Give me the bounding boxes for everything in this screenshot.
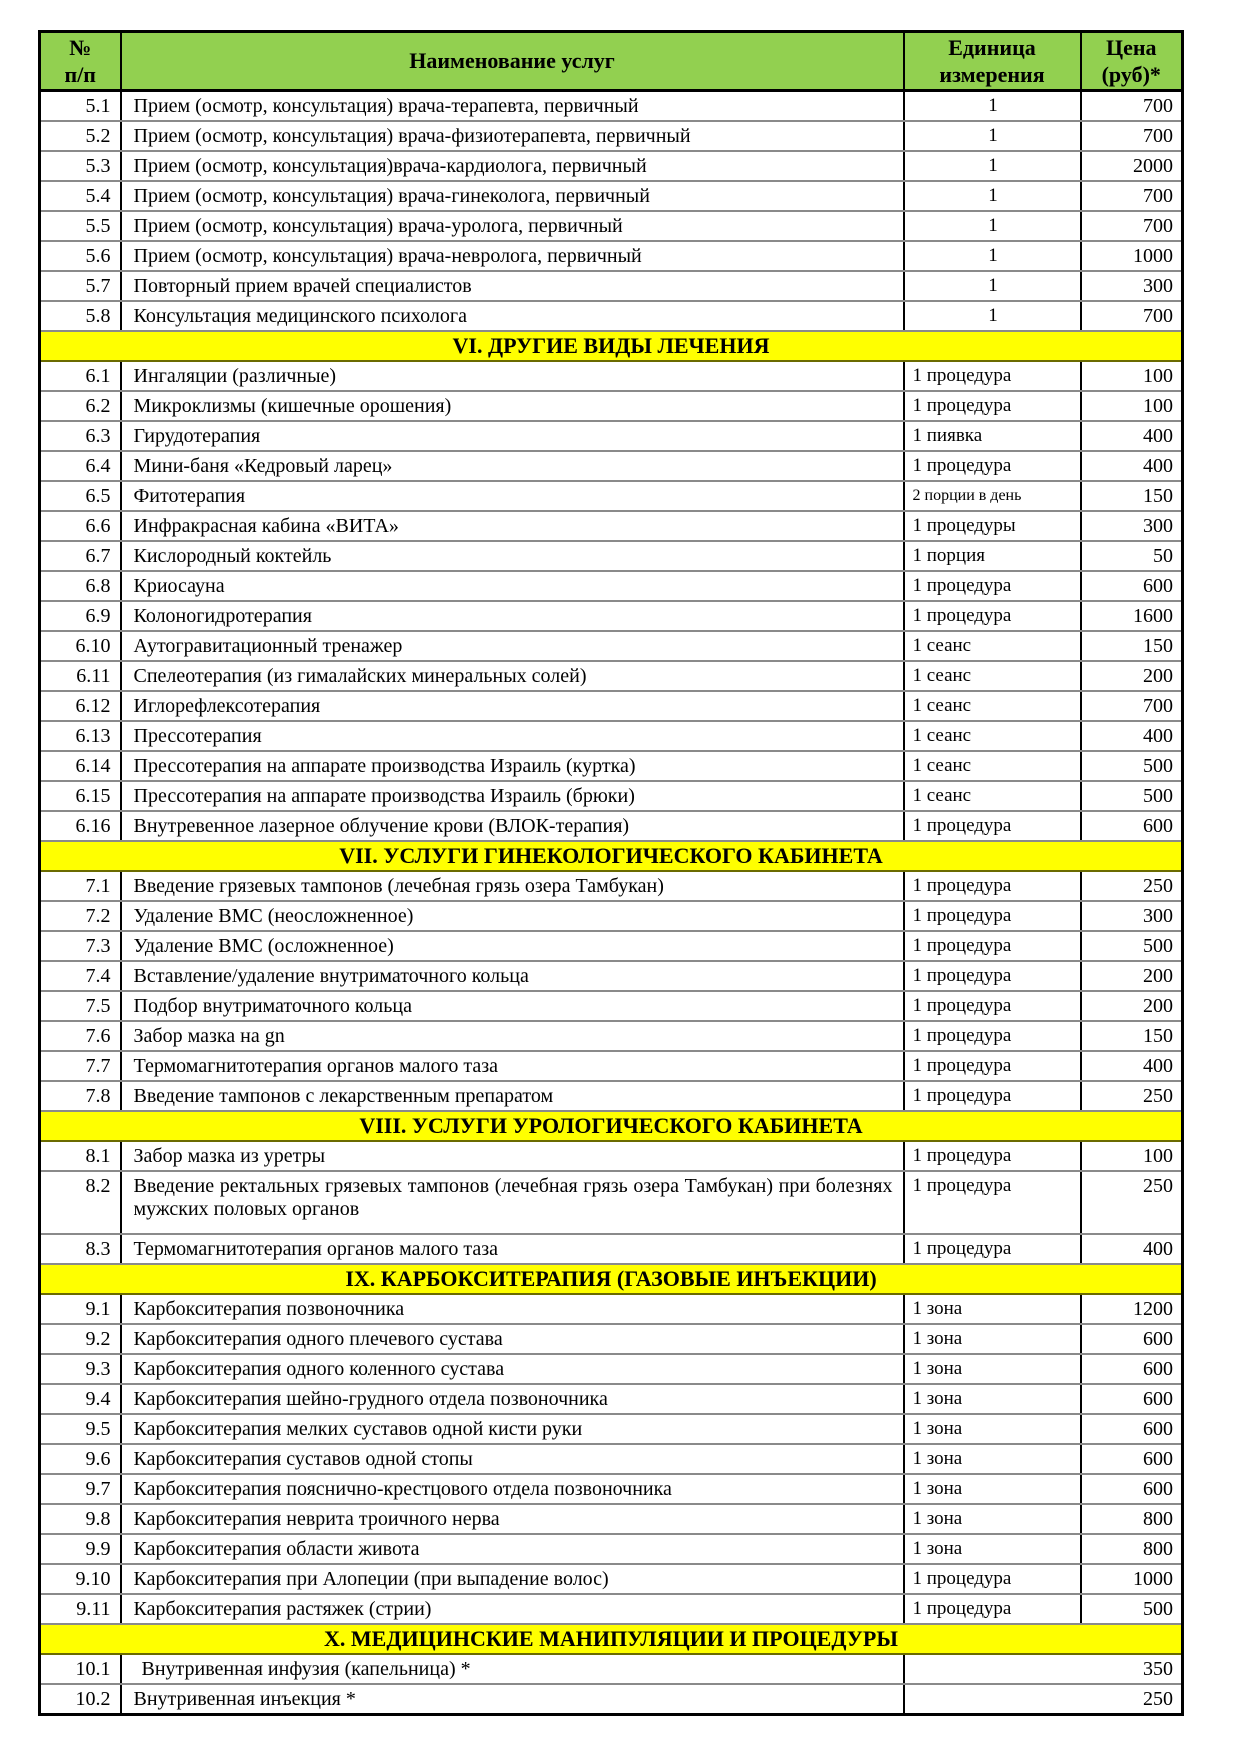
row-number-cell: 6.4: [40, 451, 121, 481]
row-number-cell: 8.1: [40, 1141, 121, 1171]
unit-cell: 1 сеанс: [904, 631, 1081, 661]
service-name-cell: Забор мазка из уретры: [121, 1141, 904, 1171]
service-row: [40, 1534, 1183, 1564]
service-row: [40, 1384, 1183, 1414]
unit-cell: 1: [904, 121, 1081, 151]
section-title: X. МЕДИЦИНСКИЕ МАНИПУЛЯЦИИ И ПРОЦЕДУРЫ: [40, 1624, 1183, 1654]
unit-cell: 1 процедура: [904, 1594, 1081, 1624]
row-number-cell: 9.3: [40, 1354, 121, 1384]
row-number-cell: 6.14: [40, 751, 121, 781]
service-name-cell: Инфракрасная кабина «ВИТА»: [121, 511, 904, 541]
service-name-cell: Карбокситерапия растяжек (стрии): [121, 1594, 904, 1624]
price-cell: 300: [1081, 271, 1183, 301]
price-cell: 800: [1081, 1504, 1183, 1534]
row-number-cell: 7.6: [40, 1021, 121, 1051]
unit-cell: 1 зона: [904, 1324, 1081, 1354]
service-name-cell: Прием (осмотр, консультация) врача-физиотерапевта, первичный: [121, 121, 904, 151]
unit-cell: 1 процедура: [904, 391, 1081, 421]
service-name-cell: Удаление ВМС (осложненное): [121, 931, 904, 961]
unit-cell: 1: [904, 271, 1081, 301]
service-row: [40, 931, 1183, 961]
row-number-cell: 5.2: [40, 121, 121, 151]
service-name-cell: Кислородный коктейль: [121, 541, 904, 571]
unit-cell: 1 зона: [904, 1534, 1081, 1564]
header-row: [40, 32, 1183, 91]
service-row: [40, 1354, 1183, 1384]
service-name-cell: Внутревенное лазерное облучение крови (ВЛОК-терапия): [121, 811, 904, 841]
unit-cell: 1 процедура: [904, 451, 1081, 481]
row-number-cell: 7.3: [40, 931, 121, 961]
row-number-cell: 10.1: [40, 1654, 121, 1684]
column-header-price: [1081, 32, 1183, 91]
service-row: [40, 1474, 1183, 1504]
row-number-cell: 9.7: [40, 1474, 121, 1504]
section-header-row: [40, 841, 1183, 871]
service-name-cell: Мини-баня «Кедровый ларец»: [121, 451, 904, 481]
row-number-cell: 5.1: [40, 91, 121, 122]
price-cell: 300: [1081, 511, 1183, 541]
price-table-body: [40, 91, 1183, 1715]
price-cell: 250: [1081, 1081, 1183, 1111]
service-row: [40, 481, 1183, 511]
row-number-cell: 5.7: [40, 271, 121, 301]
service-row: [40, 811, 1183, 841]
column-header-service-name-label: Наименование услуг: [409, 48, 615, 74]
row-number-cell: 6.2: [40, 391, 121, 421]
row-number-cell: 6.1: [40, 361, 121, 391]
service-name-cell: Подбор внутриматочного кольца: [121, 991, 904, 1021]
price-cell: 600: [1081, 571, 1183, 601]
row-number-cell: 7.5: [40, 991, 121, 1021]
row-number-cell: 5.6: [40, 241, 121, 271]
unit-cell: 1 сеанс: [904, 721, 1081, 751]
service-name-cell: Удаление ВМС (неосложненное): [121, 901, 904, 931]
service-row: [40, 121, 1183, 151]
service-name-cell: Карбокситерапия пояснично-крестцового отдела позвоночника: [121, 1474, 904, 1504]
service-name-cell: Консультация медицинского психолога: [121, 301, 904, 331]
service-name-cell: Криосауна: [121, 571, 904, 601]
unit-cell: 1 процедура: [904, 961, 1081, 991]
section-header-row: [40, 1111, 1183, 1141]
price-cell: 100: [1081, 1141, 1183, 1171]
service-row: [40, 1594, 1183, 1624]
unit-cell: 1 процедура: [904, 571, 1081, 601]
service-row: [40, 991, 1183, 1021]
service-name-cell: Ингаляции (различные): [121, 361, 904, 391]
row-number-cell: 8.3: [40, 1234, 121, 1264]
service-row: [40, 1414, 1183, 1444]
row-number-cell: 9.11: [40, 1594, 121, 1624]
price-cell: 800: [1081, 1534, 1183, 1564]
service-row: [40, 1684, 1183, 1715]
unit-cell: 1 процедура: [904, 1021, 1081, 1051]
price-cell: 250: [1081, 871, 1183, 901]
price-cell: 400: [1081, 451, 1183, 481]
row-number-cell: 10.2: [40, 1684, 121, 1715]
service-name-cell: Карбокситерапия области живота: [121, 1534, 904, 1564]
price-cell: 500: [1081, 751, 1183, 781]
row-number-cell: 6.7: [40, 541, 121, 571]
price-cell: 600: [1081, 1384, 1183, 1414]
service-name-cell: Прессотерапия: [121, 721, 904, 751]
service-name-cell: Прием (осмотр, консультация) врача-уролога, первичный: [121, 211, 904, 241]
service-row: [40, 541, 1183, 571]
service-name-cell: Введение грязевых тампонов (лечебная грязь озера Тамбукан): [121, 871, 904, 901]
row-number-cell: 9.6: [40, 1444, 121, 1474]
service-row: [40, 781, 1183, 811]
service-name-cell: Термомагнитотерапия органов малого таза: [121, 1051, 904, 1081]
service-name-cell: Забор мазка на gn: [121, 1021, 904, 1051]
service-row: [40, 571, 1183, 601]
unit-cell: 1 зона: [904, 1474, 1081, 1504]
service-row: [40, 601, 1183, 631]
service-row: [40, 451, 1183, 481]
unit-cell: 1: [904, 301, 1081, 331]
service-row: [40, 1141, 1183, 1171]
service-row: [40, 511, 1183, 541]
service-name-cell: Введение тампонов с лекарственным препаратом: [121, 1081, 904, 1111]
price-cell: 2000: [1081, 151, 1183, 181]
price-cell: 700: [1081, 181, 1183, 211]
service-name-cell: Аутогравитационный тренажер: [121, 631, 904, 661]
price-cell: 250: [904, 1684, 1183, 1715]
unit-cell: 1: [904, 181, 1081, 211]
unit-cell: 1 зона: [904, 1384, 1081, 1414]
service-name-cell: Гирудотерапия: [121, 421, 904, 451]
unit-cell: 1: [904, 151, 1081, 181]
service-row: [40, 1294, 1183, 1324]
row-number-cell: 6.3: [40, 421, 121, 451]
service-name-cell: Повторный прием врачей специалистов: [121, 271, 904, 301]
service-name-cell: Прессотерапия на аппарате производства Израиль (куртка): [121, 751, 904, 781]
unit-cell: 1 зона: [904, 1354, 1081, 1384]
row-number-cell: 6.16: [40, 811, 121, 841]
unit-cell: 1: [904, 241, 1081, 271]
unit-cell: 1 процедура: [904, 1051, 1081, 1081]
service-name-cell: Колоногидротерапия: [121, 601, 904, 631]
service-row: [40, 421, 1183, 451]
service-row: [40, 901, 1183, 931]
row-number-cell: 9.9: [40, 1534, 121, 1564]
price-cell: 500: [1081, 931, 1183, 961]
service-name-cell: Карбокситерапия одного плечевого сустава: [121, 1324, 904, 1354]
price-cell: 600: [1081, 1414, 1183, 1444]
row-number-cell: 5.3: [40, 151, 121, 181]
service-row: [40, 1234, 1183, 1264]
price-cell: 400: [1081, 1051, 1183, 1081]
service-row: [40, 871, 1183, 901]
price-cell: 150: [1081, 631, 1183, 661]
price-cell: 700: [1081, 121, 1183, 151]
service-name-cell: Карбокситерапия неврита троичного нерва: [121, 1504, 904, 1534]
price-cell: 150: [1081, 481, 1183, 511]
price-cell: 700: [1081, 211, 1183, 241]
price-cell: 250: [1081, 1171, 1183, 1234]
unit-cell: 1 процедура: [904, 1141, 1081, 1171]
price-cell: 50: [1081, 541, 1183, 571]
row-number-cell: 6.13: [40, 721, 121, 751]
service-name-cell: Карбокситерапия позвоночника: [121, 1294, 904, 1324]
price-cell: 100: [1081, 391, 1183, 421]
row-number-cell: 6.15: [40, 781, 121, 811]
unit-cell: 1: [904, 91, 1081, 122]
section-header-row: [40, 331, 1183, 361]
price-cell: 200: [1081, 991, 1183, 1021]
service-row: [40, 271, 1183, 301]
unit-cell: 1 процедуры: [904, 511, 1081, 541]
service-row: [40, 751, 1183, 781]
service-name-cell: Прием (осмотр, консультация) врача-невролога, первичный: [121, 241, 904, 271]
service-row: [40, 1654, 1183, 1684]
service-name-cell: Карбокситерапия при Алопеции (при выпадение волос): [121, 1564, 904, 1594]
price-cell: 100: [1081, 361, 1183, 391]
price-cell: 500: [1081, 1594, 1183, 1624]
section-header-row: [40, 1264, 1183, 1294]
row-number-cell: 7.4: [40, 961, 121, 991]
service-name-cell: Микроклизмы (кишечные орошения): [121, 391, 904, 421]
service-name-cell: Внутривенная инфузия (капельница) *: [121, 1654, 904, 1684]
row-number-cell: 8.2: [40, 1171, 121, 1234]
price-cell: 600: [1081, 1444, 1183, 1474]
unit-cell: 1 сеанс: [904, 781, 1081, 811]
row-number-cell: 6.8: [40, 571, 121, 601]
price-cell: 350: [904, 1654, 1183, 1684]
service-row: [40, 1564, 1183, 1594]
price-cell: 600: [1081, 811, 1183, 841]
service-name-cell: Прием (осмотр, консультация) врача-гинеколога, первичный: [121, 181, 904, 211]
row-number-cell: 5.5: [40, 211, 121, 241]
service-row: [40, 391, 1183, 421]
service-name-cell: Вставление/удаление внутриматочного кольца: [121, 961, 904, 991]
row-number-cell: 6.10: [40, 631, 121, 661]
unit-cell: 2 порции в день: [904, 481, 1081, 511]
price-cell: 1600: [1081, 601, 1183, 631]
row-number-cell: 9.1: [40, 1294, 121, 1324]
unit-cell: 1 процедура: [904, 1234, 1081, 1264]
column-header-number: [40, 32, 121, 91]
column-header-unit-line2: измерения: [939, 62, 1045, 87]
row-number-cell: 9.8: [40, 1504, 121, 1534]
section-header-row: [40, 1624, 1183, 1654]
column-header-unit: [904, 32, 1081, 91]
service-name-cell: Прессотерапия на аппарате производства Израиль (брюки): [121, 781, 904, 811]
price-cell: 600: [1081, 1474, 1183, 1504]
column-header-number-line1: №: [69, 34, 92, 60]
unit-cell: 1 зона: [904, 1504, 1081, 1534]
price-cell: 700: [1081, 691, 1183, 721]
service-name-cell: Карбокситерапия шейно-грудного отдела позвоночника: [121, 1384, 904, 1414]
unit-cell: 1 сеанс: [904, 751, 1081, 781]
service-row: [40, 1504, 1183, 1534]
service-name-cell: Иглорефлексотерапия: [121, 691, 904, 721]
price-cell: 400: [1081, 721, 1183, 751]
unit-cell: 1 зона: [904, 1414, 1081, 1444]
column-header-price-line1: Цена: [1105, 34, 1157, 60]
price-cell: 150: [1081, 1021, 1183, 1051]
price-cell: 1000: [1081, 241, 1183, 271]
unit-cell: 1 процедура: [904, 901, 1081, 931]
service-row: [40, 961, 1183, 991]
price-cell: 600: [1081, 1324, 1183, 1354]
row-number-cell: 7.8: [40, 1081, 121, 1111]
row-number-cell: 7.1: [40, 871, 121, 901]
section-title: VII. УСЛУГИ ГИНЕКОЛОГИЧЕСКОГО КАБИНЕТА: [40, 841, 1183, 871]
unit-cell: 1 процедура: [904, 361, 1081, 391]
price-cell: 200: [1081, 661, 1183, 691]
price-cell: 200: [1081, 961, 1183, 991]
unit-cell: 1 порция: [904, 541, 1081, 571]
row-number-cell: 9.4: [40, 1384, 121, 1414]
service-row: [40, 91, 1183, 122]
row-number-cell: 6.9: [40, 601, 121, 631]
service-row: [40, 241, 1183, 271]
service-name-cell: Фитотерапия: [121, 481, 904, 511]
service-name-cell: Термомагнитотерапия органов малого таза: [121, 1234, 904, 1264]
row-number-cell: 7.7: [40, 1051, 121, 1081]
column-header-unit-line1: Единица: [948, 34, 1036, 60]
service-name-cell: Прием (осмотр, консультация) врача-терапевта, первичный: [121, 91, 904, 122]
price-list-table: [38, 30, 1184, 1716]
service-row: [40, 181, 1183, 211]
section-title: VIII. УСЛУГИ УРОЛОГИЧЕСКОГО КАБИНЕТА: [40, 1111, 1183, 1141]
service-name-cell: Прием (осмотр, консультация)врача-кардиолога, первичный: [121, 151, 904, 181]
service-name-cell: Карбокситерапия одного коленного сустава: [121, 1354, 904, 1384]
price-cell: 700: [1081, 91, 1183, 122]
column-header-price-line2: (руб)*: [1101, 62, 1161, 87]
price-cell: 400: [1081, 421, 1183, 451]
row-number-cell: 6.11: [40, 661, 121, 691]
price-cell: 1000: [1081, 1564, 1183, 1594]
price-cell: 600: [1081, 1354, 1183, 1384]
service-name-cell: Введение ректальных грязевых тампонов (лечебная грязь озера Тамбукан) при болезнях мужских половых органов: [121, 1171, 904, 1234]
unit-cell: 1 сеанс: [904, 691, 1081, 721]
row-number-cell: 5.4: [40, 181, 121, 211]
service-row: [40, 211, 1183, 241]
row-number-cell: 7.2: [40, 901, 121, 931]
service-row: [40, 1051, 1183, 1081]
column-header-service-name: [121, 32, 904, 91]
unit-cell: 1 процедура: [904, 1564, 1081, 1594]
service-row: [40, 1444, 1183, 1474]
column-header-number-line2: п/п: [64, 62, 96, 87]
service-row: [40, 631, 1183, 661]
service-row: [40, 661, 1183, 691]
service-name-cell: Спелеотерапия (из гималайских минеральных солей): [121, 661, 904, 691]
unit-cell: 1 процедура: [904, 991, 1081, 1021]
unit-cell: 1 зона: [904, 1444, 1081, 1474]
price-cell: 400: [1081, 1234, 1183, 1264]
unit-cell: 1: [904, 211, 1081, 241]
service-row: [40, 691, 1183, 721]
price-cell: 300: [1081, 901, 1183, 931]
unit-cell: 1 процедура: [904, 871, 1081, 901]
row-number-cell: 9.2: [40, 1324, 121, 1354]
service-row: [40, 151, 1183, 181]
unit-cell: 1 процедура: [904, 1081, 1081, 1111]
unit-cell: 1 сеанс: [904, 661, 1081, 691]
section-title: VI. ДРУГИЕ ВИДЫ ЛЕЧЕНИЯ: [40, 331, 1183, 361]
row-number-cell: 6.6: [40, 511, 121, 541]
service-name-cell: Внутривенная инъекция *: [121, 1684, 904, 1715]
row-number-cell: 5.8: [40, 301, 121, 331]
price-cell: 1200: [1081, 1294, 1183, 1324]
table-header: [40, 32, 1183, 91]
row-number-cell: 9.10: [40, 1564, 121, 1594]
section-title: IX. КАРБОКСИТЕРАПИЯ (ГАЗОВЫЕ ИНЪЕКЦИИ): [40, 1264, 1183, 1294]
row-number-cell: 6.5: [40, 481, 121, 511]
row-number-cell: 9.5: [40, 1414, 121, 1444]
service-row: [40, 721, 1183, 751]
price-cell: 500: [1081, 781, 1183, 811]
unit-cell: 1 процедура: [904, 811, 1081, 841]
unit-cell: 1 процедура: [904, 931, 1081, 961]
service-name-cell: Карбокситерапия суставов одной стопы: [121, 1444, 904, 1474]
service-row: [40, 301, 1183, 331]
row-number-cell: 6.12: [40, 691, 121, 721]
service-row: [40, 1021, 1183, 1051]
unit-cell: 1 пиявка: [904, 421, 1081, 451]
unit-cell: 1 процедура: [904, 1171, 1081, 1234]
service-row: [40, 1081, 1183, 1111]
unit-cell: 1 процедура: [904, 601, 1081, 631]
service-row: [40, 361, 1183, 391]
unit-cell: 1 зона: [904, 1294, 1081, 1324]
service-row: [40, 1324, 1183, 1354]
service-name-cell: Карбокситерапия мелких суставов одной кисти руки: [121, 1414, 904, 1444]
price-cell: 700: [1081, 301, 1183, 331]
service-row: [40, 1171, 1183, 1234]
